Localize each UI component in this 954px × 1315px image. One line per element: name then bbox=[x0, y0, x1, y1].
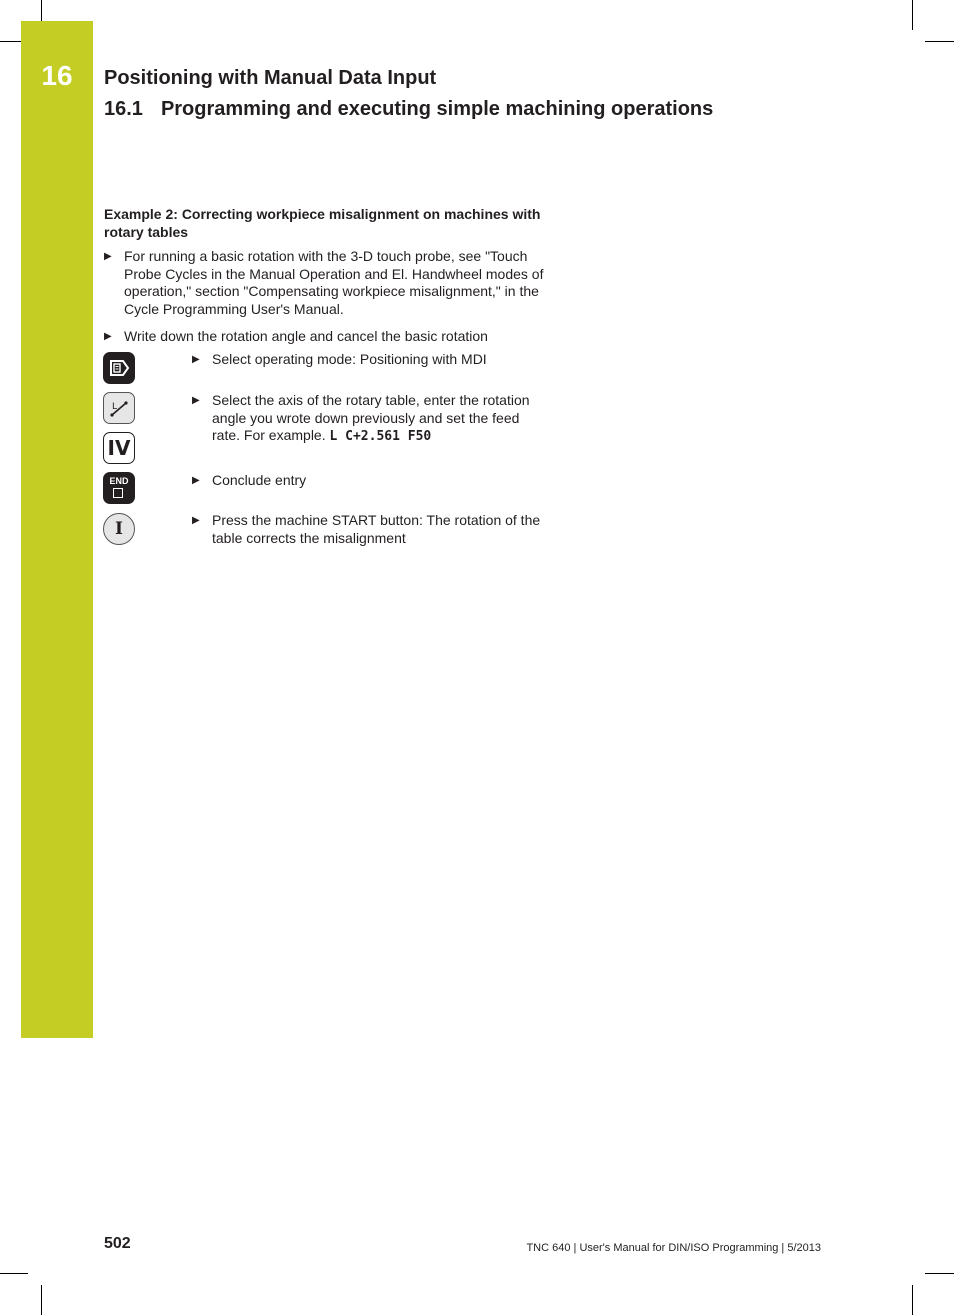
crop-mark bbox=[0, 41, 21, 42]
step-item bbox=[192, 512, 542, 547]
bullet-arrow-icon: ▶ bbox=[104, 251, 112, 262]
chapter-tab bbox=[21, 21, 93, 1038]
step-text bbox=[192, 392, 542, 446]
bullet-item bbox=[104, 248, 549, 318]
axis-iv-key[interactable] bbox=[103, 432, 135, 464]
step-item bbox=[192, 351, 542, 369]
section-title-text: Programming and executing simple machining operations bbox=[160, 98, 714, 120]
axis-iv-label: IV bbox=[107, 436, 131, 460]
example-heading: Example 2: Correcting workpiece misalignment on machines with rotary tables bbox=[104, 206, 541, 240]
step-text-part: Select the axis of the rotary table, enter the rotation angle you wrote down previously and set the feed rate. For example. bbox=[212, 392, 530, 443]
step-code: L C+2.561 F50 bbox=[329, 429, 432, 444]
bullet-text: Write down the rotation angle and cancel the basic rotation bbox=[124, 328, 488, 344]
page-footer: TNC 640 | User's Manual for DIN/ISO Programming | 5/2013 bbox=[526, 1242, 821, 1254]
page-number: 502 bbox=[104, 1235, 131, 1252]
step-text: Conclude entry bbox=[212, 472, 307, 488]
machine-start-key[interactable] bbox=[103, 513, 135, 545]
crop-mark bbox=[925, 1273, 954, 1274]
end-key[interactable] bbox=[103, 472, 135, 504]
linear-path-key[interactable] bbox=[103, 392, 135, 424]
crop-mark bbox=[925, 41, 954, 42]
bullet-arrow-icon: ▶ bbox=[192, 354, 200, 365]
crop-mark bbox=[912, 1285, 913, 1315]
end-key-square-icon bbox=[113, 488, 123, 498]
linear-path-key-icon bbox=[104, 393, 134, 423]
step-item bbox=[192, 472, 542, 490]
chapter-number: 16 bbox=[41, 60, 73, 91]
svg-text:L: L bbox=[112, 402, 118, 412]
section-title bbox=[104, 98, 713, 121]
crop-mark bbox=[0, 1273, 28, 1274]
bullet-arrow-icon: ▶ bbox=[104, 331, 112, 342]
bullet-item bbox=[104, 328, 549, 346]
section-number: 16.1 bbox=[104, 98, 143, 120]
machine-start-label: I bbox=[115, 519, 123, 539]
bullet-arrow-icon: ▶ bbox=[192, 475, 200, 486]
crop-mark bbox=[41, 1285, 42, 1315]
step-item bbox=[192, 392, 542, 446]
mdi-mode-key-icon bbox=[103, 352, 135, 384]
end-key-label: END bbox=[109, 476, 129, 486]
step-text: Select operating mode: Positioning with MDI bbox=[212, 351, 487, 367]
step-text: Press the machine START button: The rotation of the table corrects the misalignment bbox=[212, 512, 541, 546]
crop-mark bbox=[912, 0, 913, 30]
mdi-mode-key[interactable] bbox=[103, 352, 135, 384]
chapter-title: Positioning with Manual Data Input bbox=[104, 67, 437, 89]
crop-mark bbox=[41, 0, 42, 21]
bullet-arrow-icon: ▶ bbox=[192, 395, 200, 406]
bullet-arrow-icon: ▶ bbox=[192, 515, 200, 526]
bullet-text: For running a basic rotation with the 3-D touch probe, see "Touch Probe Cycles in the Manual Operation and El. Handwheel modes of operation," section "Compensating workpiece misalignment," in the Cycle Programming User's Manual. bbox=[124, 248, 544, 317]
